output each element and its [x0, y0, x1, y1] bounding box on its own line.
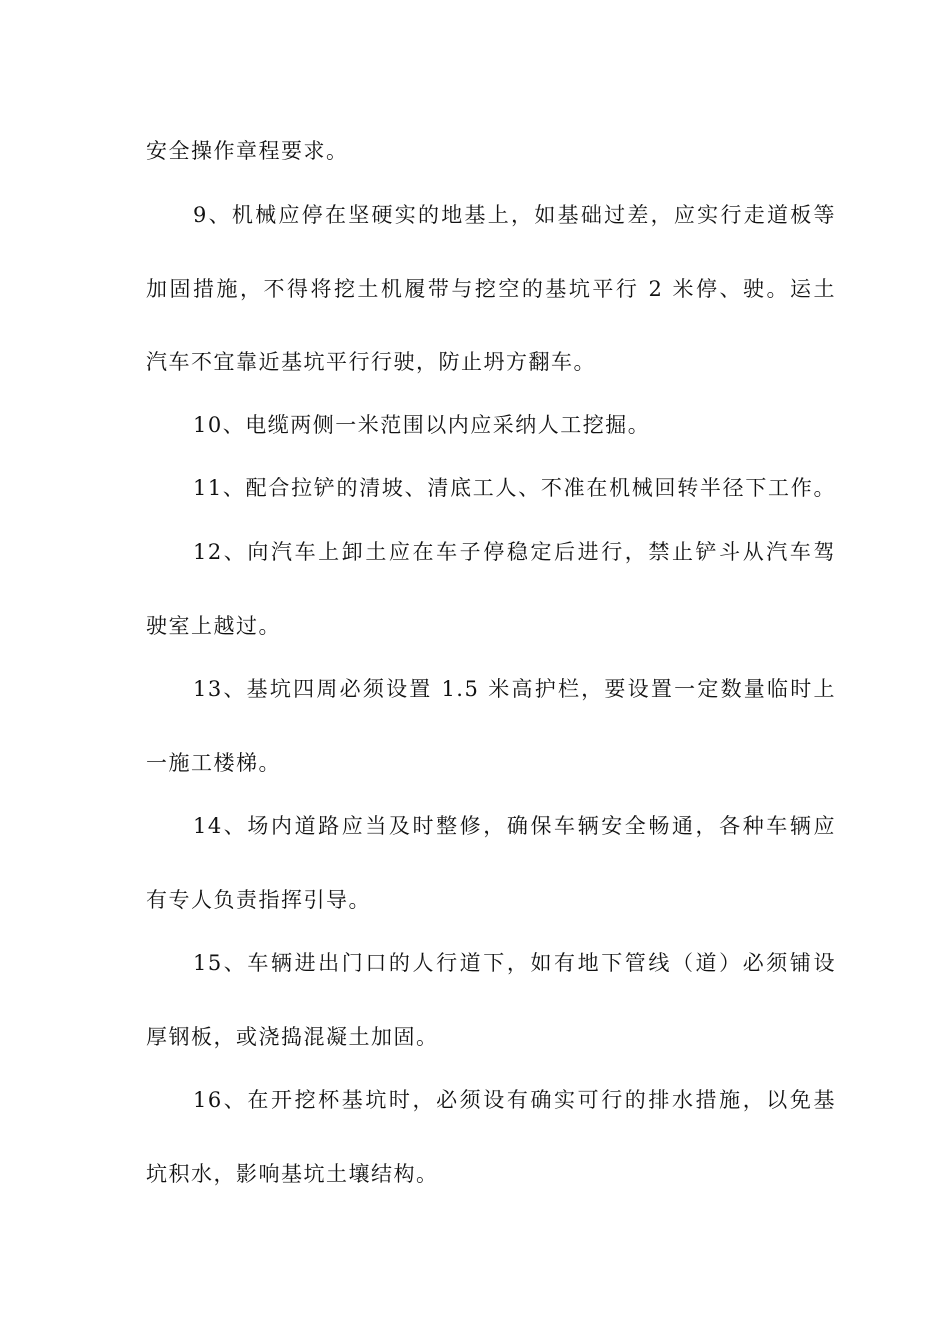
- text-line: 11、配合拉铲的清坡、清底工人、不准在机械回转半径下工作。: [193, 476, 836, 500]
- text-line: 安全操作章程要求。: [146, 139, 349, 163]
- text-line: 13、基坑四周必须设置 1.5 米高护栏，要设置一定数量临时上: [193, 677, 836, 701]
- text-line: 驶室上越过。: [146, 614, 281, 638]
- text-line: 12、向汽车上卸土应在车子停稳定后进行，禁止铲斗从汽车驾: [193, 540, 836, 564]
- text-line: 加固措施，不得将挖土机履带与挖空的基坑平行 2 米停、驶。运土: [146, 277, 836, 301]
- text-line: 汽车不宜靠近基坑平行行驶，防止坍方翻车。: [146, 350, 596, 374]
- text-line: 14、场内道路应当及时整修，确保车辆安全畅通，各种车辆应: [193, 814, 836, 838]
- text-line: 16、在开挖杯基坑时，必须设有确实可行的排水措施，以免基: [193, 1088, 836, 1112]
- text-line: 15、车辆进出门口的人行道下，如有地下管线（道）必须铺设: [193, 951, 836, 975]
- text-line: 厚钢板，或浇捣混凝土加固。: [146, 1025, 439, 1049]
- text-line: 9、机械应停在坚硬实的地基上，如基础过差，应实行走道板等: [193, 203, 836, 227]
- text-line: 坑积水，影响基坑土壤结构。: [146, 1162, 439, 1186]
- text-line: 有专人负责指挥引导。: [146, 888, 371, 912]
- text-line: 10、电缆两侧一米范围以内应采纳人工挖掘。: [193, 413, 651, 437]
- text-line: 一施工楼梯。: [146, 751, 281, 775]
